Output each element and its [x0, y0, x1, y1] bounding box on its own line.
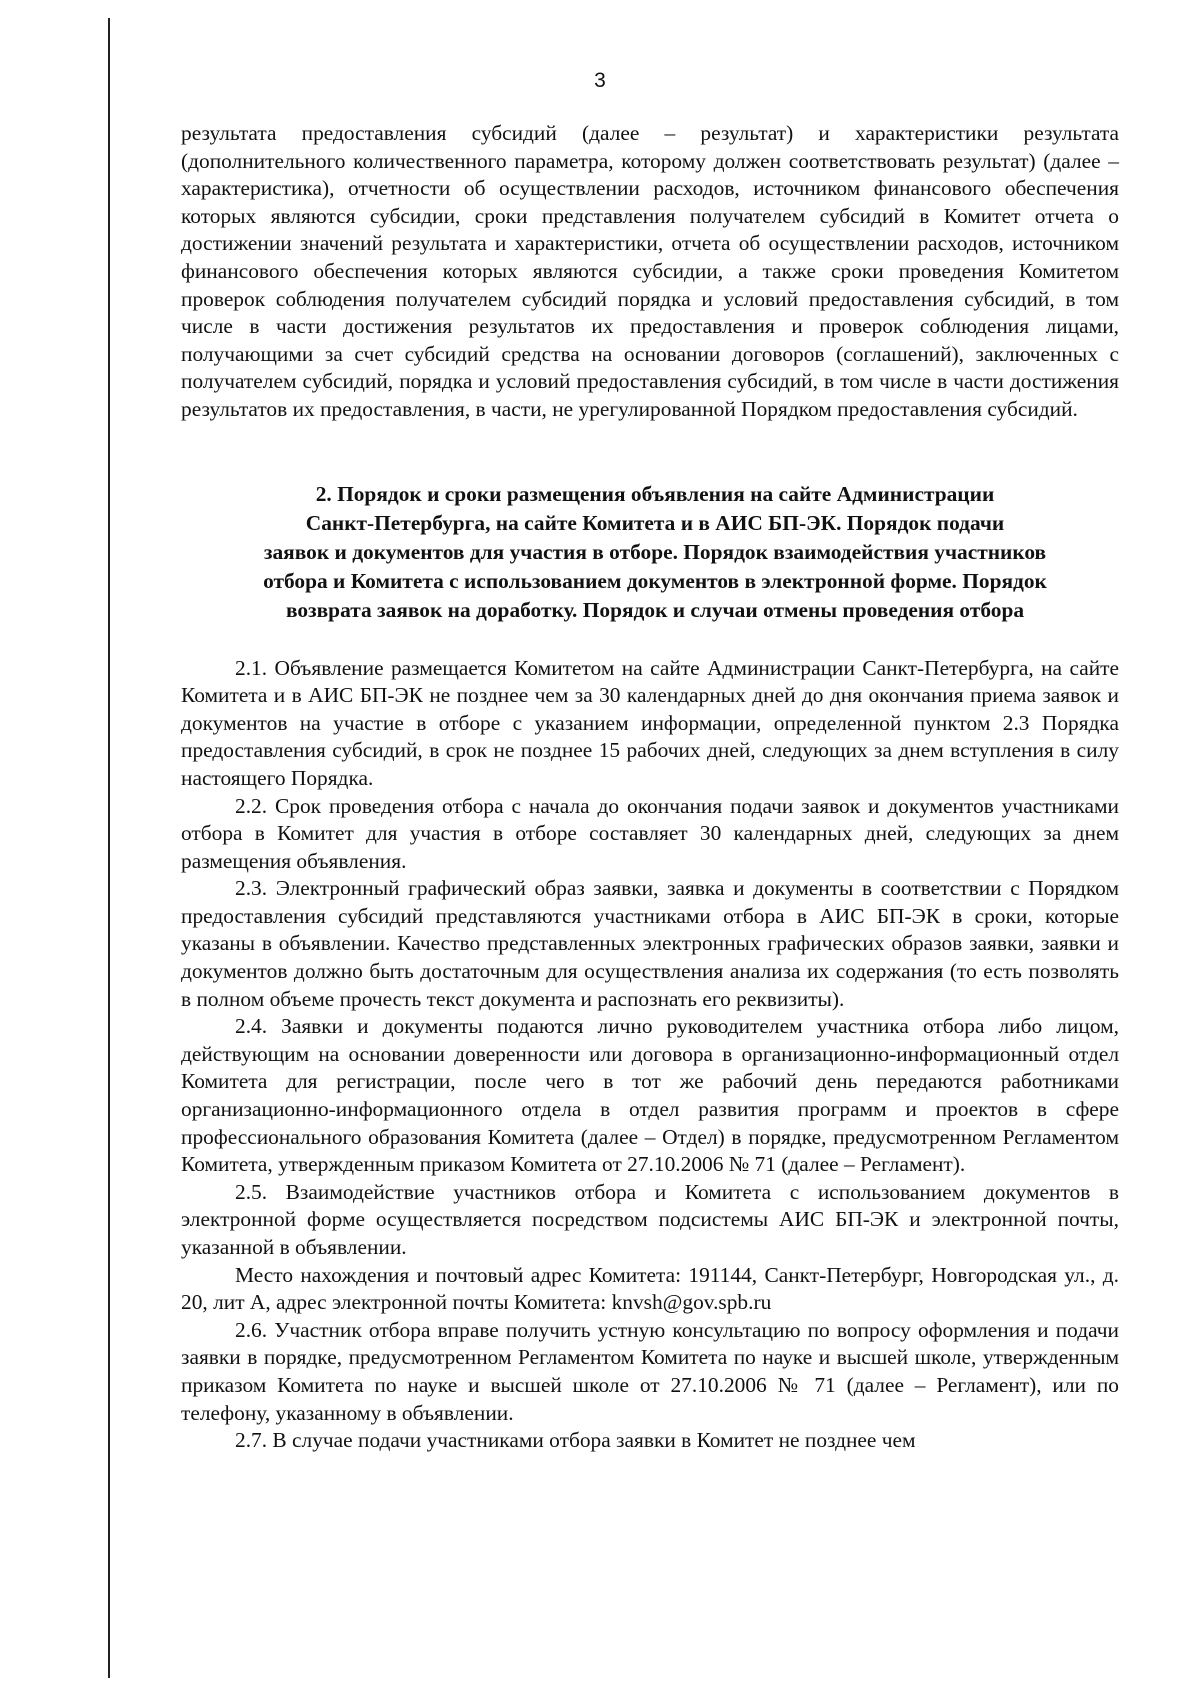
page-number: 3 — [594, 69, 606, 92]
paragraph-address: Место нахождения и почтовый адрес Комитета: 191144, Санкт-Петербург, Новгородская ул., д. 20, лит А, адрес электронной почты Комитета: knvsh@gov.spb.ru — [181, 1262, 1119, 1315]
section-heading-line: Санкт-Петербурга, на сайте Комитета и в АИС БП-ЭК. Порядок подачи — [305, 510, 1005, 535]
section-heading — [181, 480, 1119, 625]
intro-paragraph: результата предоставления субсидий (далее – результат) и характеристики результата (дополнительного количественного параметра, которому должен соответствовать результат) (далее – характеристика), отчетности об осуществлении расходов, источником финансового обеспечения которых являются субсидии, сроки представления получателем субсидий в Комитет отчета о достижении значений результата и характеристики, отчета об осуществлении расходов, источником финансового обеспечения которых являются субсидии, а также сроки проведения Комитетом проверок соблюдения получателем субсидий порядка и условий предоставления субсидий, в том числе в части достижения результатов их предоставления и проверок соблюдения лицами, получающими за счет субсидий средства на основании договоров (соглашений), заключенных с получателем субсидий, порядка и условий предоставления субсидий, в том числе в части достижения результатов их предоставления, в части, не урегулированной Порядком предоставления субсидий. — [181, 121, 1119, 421]
section-heading-line: возврата заявок на доработку. Порядок и случаи отмены проведения отбора — [285, 597, 1025, 622]
section-heading-line: 2. Порядок и сроки размещения объявления на сайте Администрации — [315, 481, 995, 506]
paragraph-2-4: 2.4. Заявки и документы подаются лично руководителем участника отбора либо лицом, действующим на основании доверенности или договора в организационно-информационный отдел Комитета для регистрации, после чего в тот же рабочий день передаются работниками организационно-информационного отдела в отдел развития программ и проектов в сфере профессионального образования Комитета (далее – Отдел) в порядке, предусмотренном Регламентом Комитета, утвержденным приказом Комитета от 27.10.2006 № 71 (далее – Регламент). — [181, 1014, 1119, 1177]
paragraph-2-3: 2.3. Электронный графический образ заявки, заявка и документы в соответствии с Порядком предоставления субсидий представляются участниками отбора в АИС БП-ЭК в сроки, которые указаны в объявлении. Качество представленных электронных графических образов заявки, заявки и документов должно быть достаточным для осуществления анализа их содержания (то есть позволять в полном объеме прочесть текст документа и распознать его реквизиты). — [181, 876, 1119, 1011]
document-body — [181, 120, 1119, 1455]
paragraph-2-2: 2.2. Срок проведения отбора с начала до окончания подачи заявок и документов участниками отбора в Комитет для участия в отборе составляет 30 календарных дней, следующих за днем размещения объявления. — [181, 793, 1119, 873]
paragraph-2-6: 2.6. Участник отбора вправе получить устную консультацию по вопросу оформления и подачи заявки в порядке, предусмотренном Регламентом Комитета по науке и высшей школе, утвержденным приказом Комитета по науке и высшей школе от 27.10.2006 № 71 (далее – Регламент), или по телефону, указанному в объявлении. — [181, 1317, 1119, 1425]
section-heading-line: заявок и документов для участия в отборе. Порядок взаимодействия участников — [263, 539, 1047, 564]
section-heading-line: отбора и Комитета с использованием документов в электронной форме. Порядок — [263, 568, 1047, 593]
paragraph-2-7: 2.7. В случае подачи участниками отбора заявки в Комитет не позднее чем — [235, 1428, 916, 1453]
paragraph-2-1: 2.1. Объявление размещается Комитетом на сайте Администрации Санкт-Петербурга, на сайте Комитета и в АИС БП-ЭК не позднее чем за 30 календарных дней до дня окончания приема заявок и документов на участие в отборе с указанием информации, определенной пунктом 2.3 Порядка предоставления субсидий, в срок не позднее 15 рабочих дней, следующих за днем вступления в силу настоящего Порядка. — [181, 655, 1119, 790]
binding-margin-line — [108, 18, 110, 1678]
paragraph-2-5: 2.5. Взаимодействие участников отбора и Комитета с использованием документов в электронной форме осуществляется посредством подсистемы АИС БП-ЭК и электронной почты, указанной в объявлении. — [181, 1179, 1119, 1259]
